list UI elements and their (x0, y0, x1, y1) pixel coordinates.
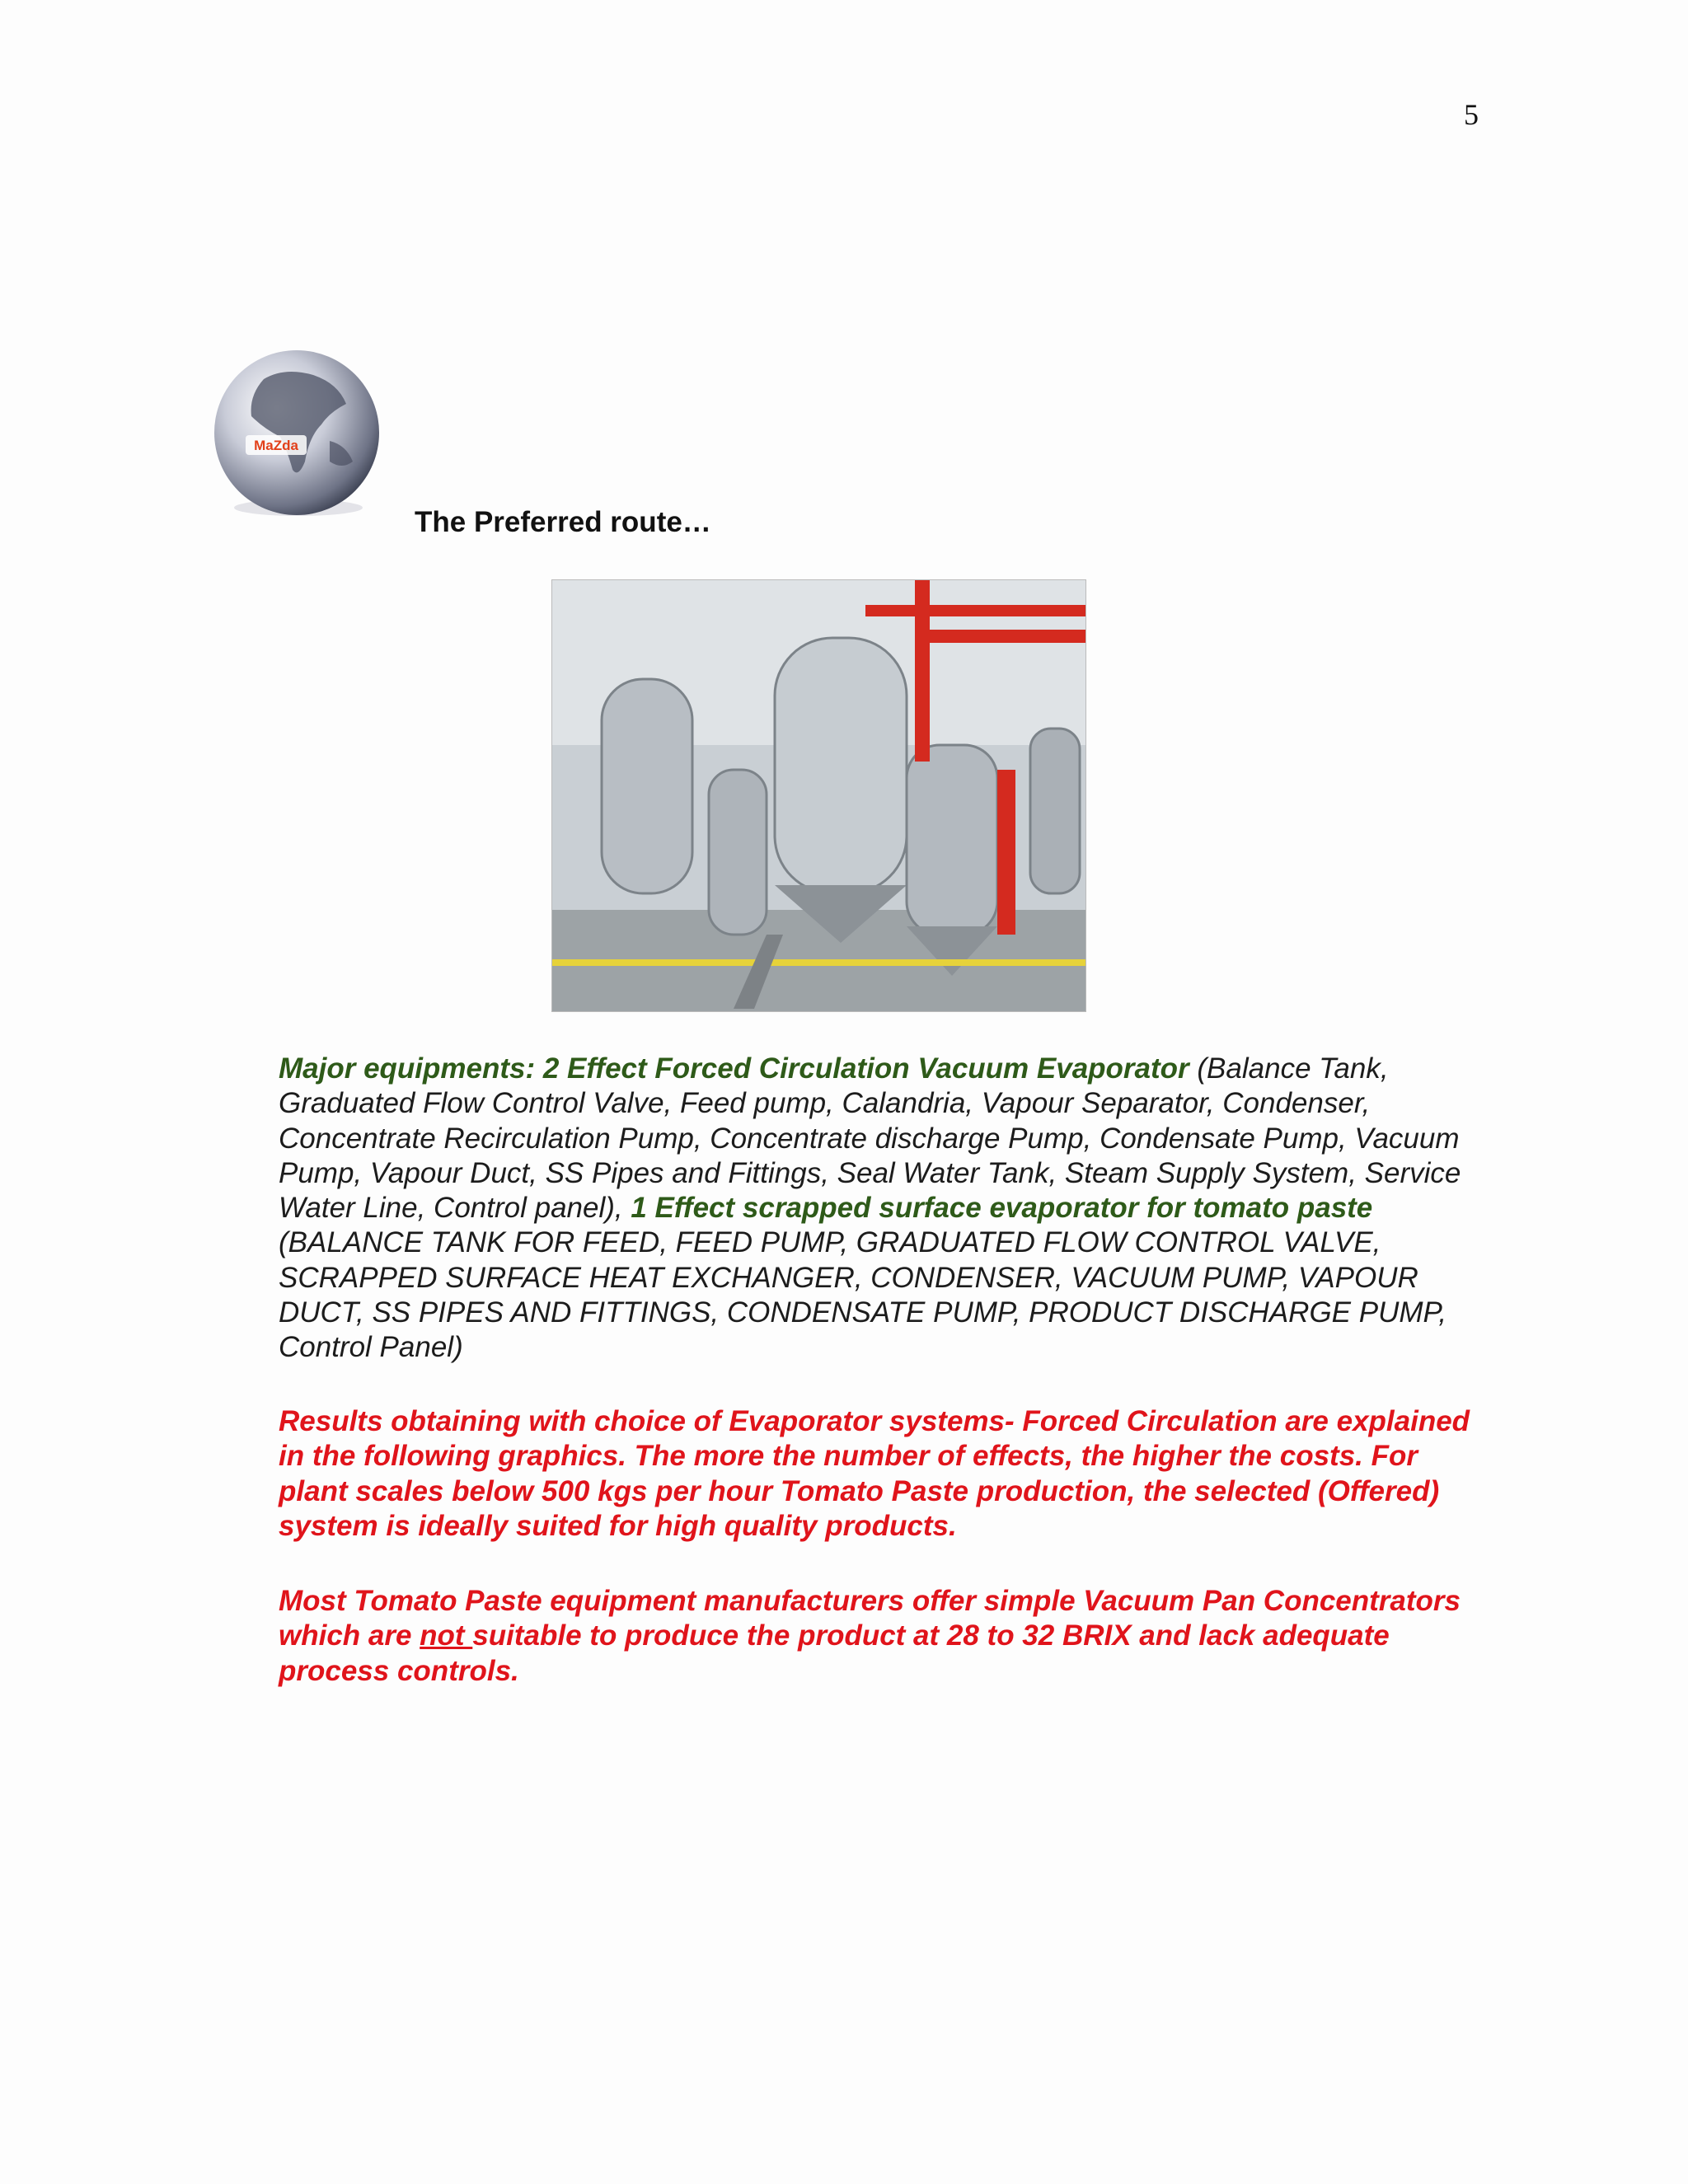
equipment-list-2: (BALANCE TANK FOR FEED, FEED PUMP, GRADUATED FLOW CONTROL VALVE, SCRAPPED SURFACE HEAT EXCHANGER, CONDENSER, VACUUM PUMP, VAPOUR DUCT, SS PIPES AND FITTINGS, CONDENSATE PUMP, PRODUCT DISCHARGE PUMP, Control Panel) (279, 1226, 1447, 1364)
equipment-paragraph (279, 1052, 1490, 1366)
page-number: 5 (1464, 98, 1479, 131)
equipment-lead-2: 1 Effect scrapped surface evaporator for tomato paste (631, 1192, 1373, 1225)
equipment-list-1: (Balance Tank, Graduated Flow Control Valve, Feed pump, Calandria, Vapour Separator, Condenser, Concentrate Recirculation Pump, Concentrate discharge Pump, Condensate Pump, Vacuum Pump, Vapour Duct, SS Pipes and Fittings, Seal Water Tank, Steam Supply System, Service Water Line, Control panel), (279, 1052, 1461, 1225)
manufacturers-emphasis: not (420, 1619, 473, 1652)
section-subtitle: The Preferred route… (415, 506, 711, 538)
globe-logo-icon (206, 346, 387, 527)
manufacturers-text-before: Most Tomato Paste equipment manufacturers offer simple Vacuum Pan Concentrators which are (279, 1585, 1461, 1652)
evaporator-plant-photo (551, 579, 1086, 1012)
logo-text: MaZda (254, 438, 298, 453)
results-paragraph: Results obtaining with choice of Evaporator systems- Forced Circulation are explained in the following graphics. The more the number of effects, the higher the costs. For plant scales below 500 kgs per hour Tomato Paste production, the selected (Offered) system is ideally suited for high quality products. (279, 1405, 1470, 1542)
equipment-lead: Major equipments: 2 Effect Forced Circulation Vacuum Evaporator (279, 1052, 1189, 1085)
manufacturers-paragraph (279, 1584, 1490, 1689)
manufacturers-text-after: suitable to produce the product at 28 to 32 BRIX and lack adequate process controls. (279, 1619, 1390, 1687)
